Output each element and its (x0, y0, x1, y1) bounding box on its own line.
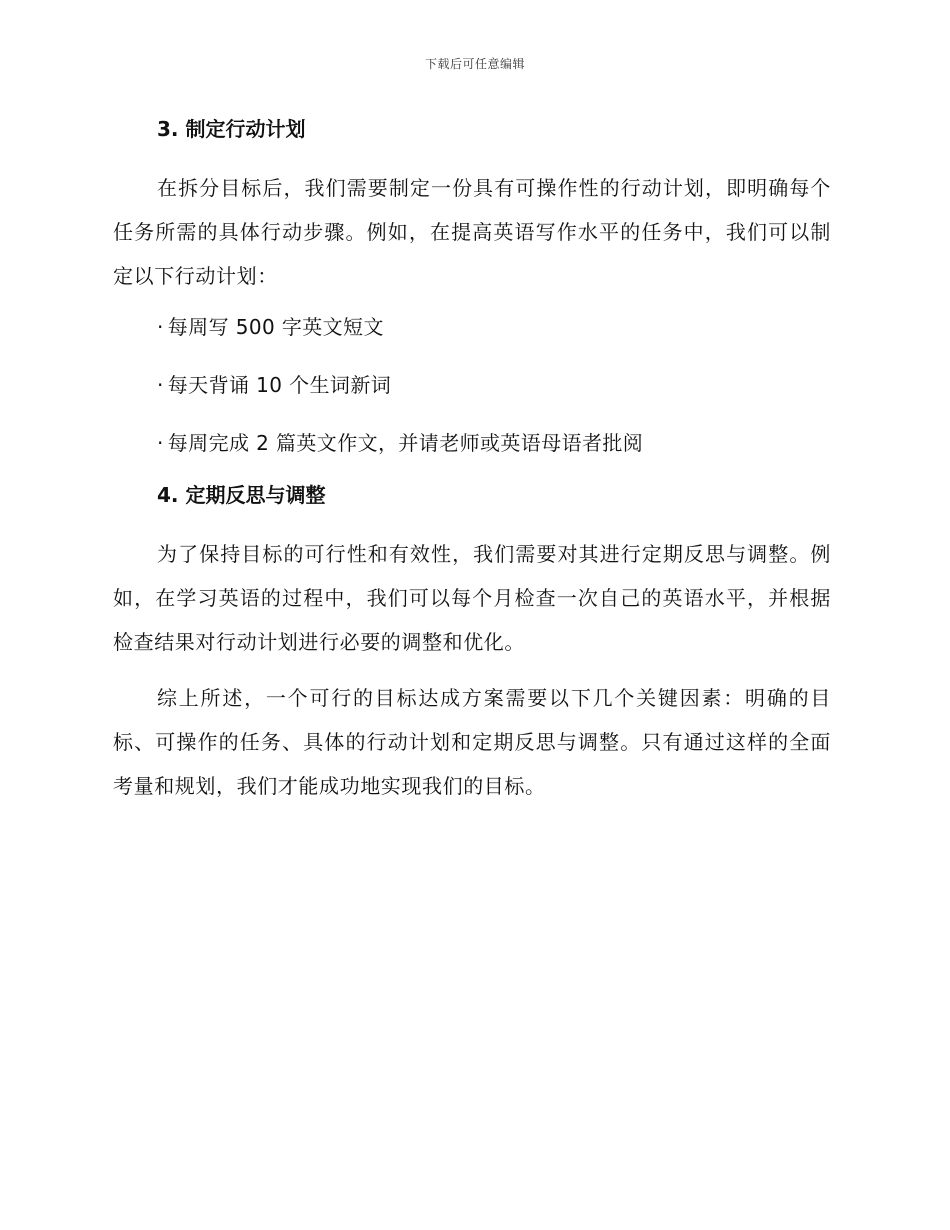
action-plan-list (113, 310, 831, 460)
document-content (113, 112, 831, 808)
list-item (113, 426, 831, 460)
page-header-note: 下载后可任意编辑 (424, 57, 525, 71)
section-4-heading: 4. 定期反思与调整 (157, 483, 326, 507)
conclusion-paragraph: 综上所述，一个可行的目标达成方案需要以下几个关键因素：明确的目标、可操作的任务、具体的行动计划和定期反思与调整。只有通过这样的全面考量和规划，我们才能成功地实现我们的目标。 (113, 686, 831, 798)
list-item-text: 每天背诵 10 个生词新词 (167, 373, 392, 397)
bullet-mark: · (157, 315, 164, 339)
list-item (113, 368, 831, 402)
bullet-mark: · (157, 431, 164, 455)
list-item-text: 每周写 500 字英文短文 (167, 315, 384, 339)
bullet-mark: · (157, 373, 164, 397)
section-3-intro-paragraph: 在拆分目标后，我们需要制定一份具有可操作性的行动计划，即明确每个任务所需的具体行动步骤。例如，在提高英语写作水平的任务中，我们可以制定以下行动计划： (113, 176, 831, 288)
list-item-text: 每周完成 2 篇英文作文，并请老师或英语母语者批阅 (167, 431, 644, 455)
list-item (113, 310, 831, 344)
section-4-body-paragraph: 为了保持目标的可行性和有效性，我们需要对其进行定期反思与调整。例如，在学习英语的过程中，我们可以每个月检查一次自己的英语水平，并根据检查结果对行动计划进行必要的调整和优化。 (113, 542, 831, 654)
section-3-heading: 3. 制定行动计划 (157, 117, 306, 141)
